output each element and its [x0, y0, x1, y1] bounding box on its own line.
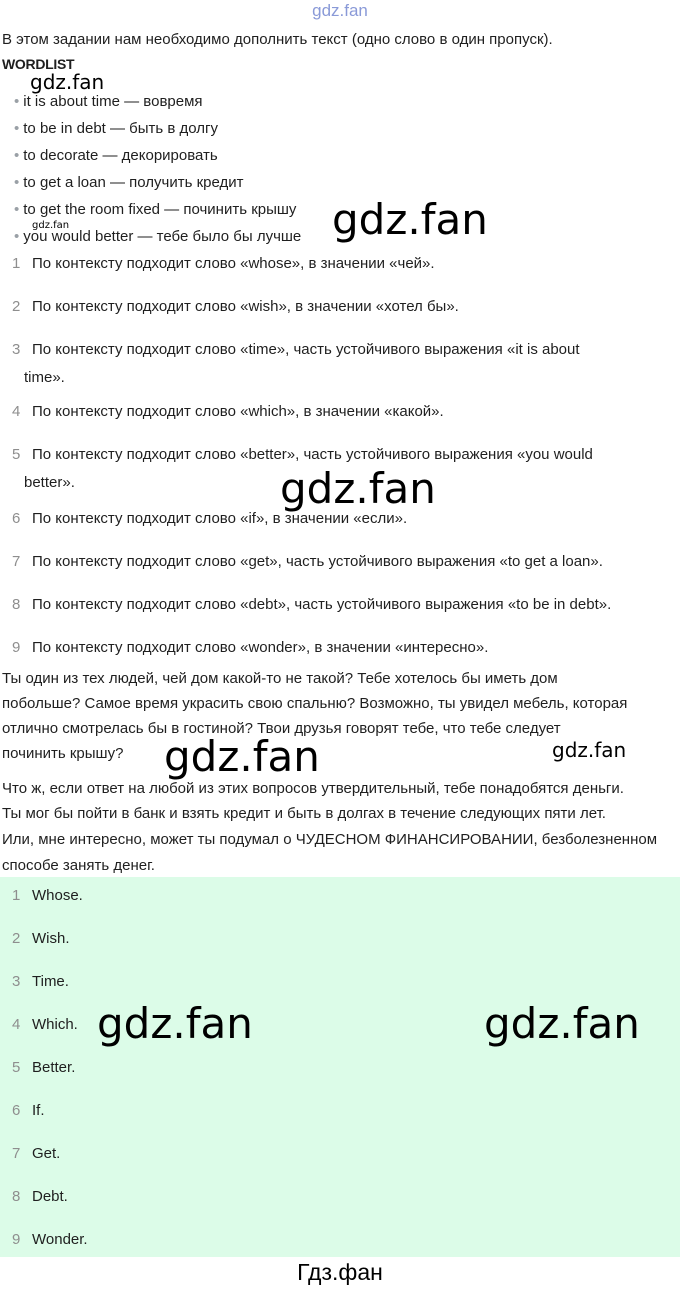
item-number: 4 — [12, 1016, 21, 1033]
explanation-text: По контексту подходит слово «better», часть устойчивого выражения «you would — [32, 446, 593, 463]
translation-line: Или, мне интересно, может ты подумал о ЧУДЕСНОМ ФИНАНСИРОВАНИИ, безболезненном — [2, 831, 658, 848]
item-number: 6 — [12, 510, 21, 527]
wordlist-item-text: you would better — тебе было бы лучше — [23, 228, 302, 245]
wordlist-item-text: it is about time — вовремя — [23, 93, 203, 110]
answer-text: Get. — [32, 1145, 61, 1162]
watermark-large: gdz.fan — [164, 732, 320, 781]
bullet-icon: • — [14, 228, 20, 245]
wordlist-item-text: to decorate — декорировать — [23, 147, 218, 164]
bullet-icon: • — [14, 147, 20, 164]
watermark-large: gdz.fan — [332, 195, 488, 244]
answer-text: Which. — [32, 1016, 78, 1033]
item-number: 7 — [12, 553, 21, 570]
explanation-text: По контексту подходит слово «wonder», в значении «интересно». — [32, 639, 489, 656]
explanation-text: По контексту подходит слово «whose», в значении «чей». — [32, 255, 435, 272]
wordlist-item-text: to get a loan — получить кредит — [23, 174, 244, 191]
bullet-icon: • — [14, 201, 20, 218]
item-number: 9 — [12, 1231, 21, 1248]
answer-text: Wish. — [32, 930, 70, 947]
item-number: 8 — [12, 1188, 21, 1205]
wordlist-item — [14, 119, 218, 139]
wordlist-item-text: to get the room fixed — починить крышу — [23, 201, 297, 218]
top-watermark: gdz.fan — [312, 1, 368, 20]
wordlist-title: WORDLIST — [2, 56, 75, 72]
item-number: 4 — [12, 403, 21, 420]
answers-panel — [0, 877, 680, 1257]
bullet-icon: • — [14, 174, 20, 191]
translation-line: способе занять денег. — [2, 857, 155, 874]
translation-line: Ты один из тех людей, чей дом какой-то не такой? Тебе хотелось бы иметь дом — [2, 670, 558, 687]
answer-text: Time. — [32, 973, 69, 990]
bullet-icon: • — [14, 120, 20, 137]
answer-text: If. — [32, 1102, 45, 1119]
wordlist-item — [14, 173, 244, 193]
wordlist-item — [14, 92, 203, 112]
watermark-medium: gdz.fan — [552, 738, 627, 762]
explanation-text: По контексту подходит слово «which», в значении «какой». — [32, 403, 444, 420]
item-number: 9 — [12, 639, 21, 656]
item-number: 1 — [12, 255, 21, 272]
item-number: 7 — [12, 1145, 21, 1162]
item-number: 1 — [12, 887, 21, 904]
bullet-icon: • — [14, 93, 20, 110]
watermark-tiny: gdz.fan — [32, 220, 70, 231]
item-number: 5 — [12, 446, 21, 463]
answer-text: Whose. — [32, 887, 83, 904]
wordlist-item — [14, 200, 296, 220]
item-number: 2 — [12, 298, 21, 315]
task-intro: В этом задании нам необходимо дополнить текст (одно слово в один пропуск). — [2, 31, 553, 48]
footer-watermark: Гдз.фан — [297, 1259, 383, 1285]
answer-text: Debt. — [32, 1188, 68, 1205]
explanation-text: По контексту подходит слово «get», часть устойчивого выражения «to get a loan». — [32, 553, 603, 570]
watermark-large: gdz.fan — [484, 999, 640, 1048]
translation-line: отлично смотрелась бы в гостиной? Твои друзья говорят тебе, что тебе следует — [2, 720, 561, 737]
translation-line: побольше? Самое время украсить свою спальню? Возможно, ты увидел мебель, которая — [2, 695, 628, 712]
item-number: 8 — [12, 596, 21, 613]
wordlist-item — [14, 146, 218, 166]
wordlist-item-text: to be in debt — быть в долгу — [23, 120, 219, 137]
explanation-text: По контексту подходит слово «wish», в значении «хотел бы». — [32, 298, 459, 315]
translation-line: починить крышу? — [2, 745, 124, 762]
watermark-large: gdz.fan — [97, 999, 253, 1048]
translation-line: Что ж, если ответ на любой из этих вопросов утвердительный, тебе понадобятся деньги. — [2, 780, 624, 797]
translation-line: Ты мог бы пойти в банк и взять кредит и быть в долгах в течение следующих пяти лет. — [2, 805, 606, 822]
watermark-small: gdz.fan — [30, 70, 105, 94]
explanation-continuation: better». — [24, 474, 75, 491]
item-number: 3 — [12, 341, 21, 358]
item-number: 6 — [12, 1102, 21, 1119]
watermark-large: gdz.fan — [280, 464, 436, 513]
explanation-continuation: time». — [24, 369, 65, 386]
item-number: 2 — [12, 930, 21, 947]
explanation-text: По контексту подходит слово «if», в значении «если». — [32, 510, 408, 527]
item-number: 5 — [12, 1059, 21, 1076]
answer-text: Wonder. — [32, 1231, 88, 1248]
explanation-text: По контексту подходит слово «time», часть устойчивого выражения «it is about — [32, 341, 580, 358]
explanation-text: По контексту подходит слово «debt», часть устойчивого выражения «to be in debt». — [32, 596, 612, 613]
answer-text: Better. — [32, 1059, 76, 1076]
item-number: 3 — [12, 973, 21, 990]
